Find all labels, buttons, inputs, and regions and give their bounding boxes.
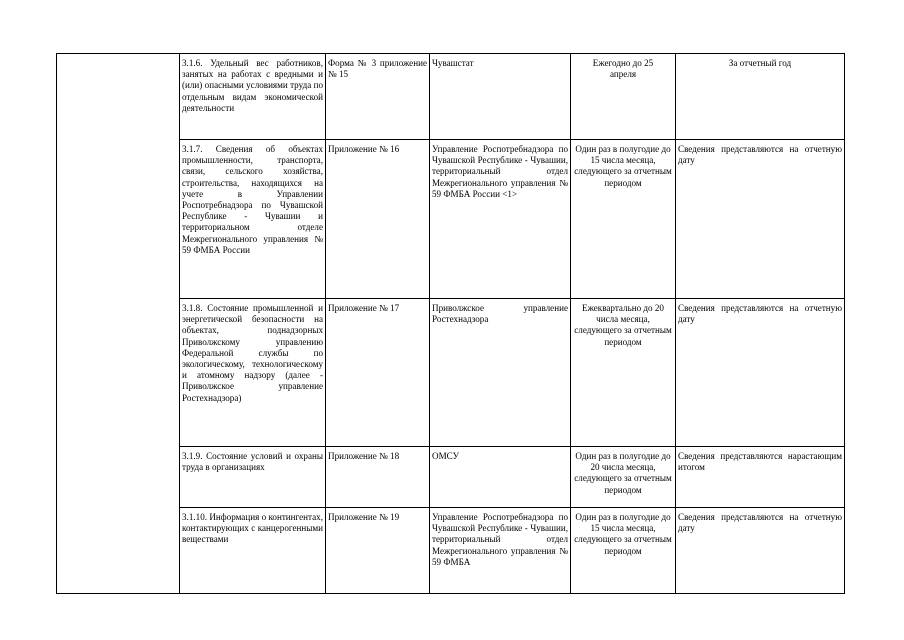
deadline-cell: Ежеквартально до 20 числа месяца, следующего за отчетным периодом (571, 299, 676, 447)
source-cell: ОМСУ (430, 447, 571, 508)
note-cell: Сведения представляются на отчетную дату (676, 140, 845, 299)
indicator-cell: 3.1.6. Удельный вес работников, занятых на работах с вредными и (или) опасными условиями труда по отдельным видам экономической деятельности (180, 54, 326, 140)
note-cell: Сведения представляются нарастающим итогом (676, 447, 845, 508)
requirements-table (56, 53, 845, 594)
empty-margin-cell (57, 54, 180, 594)
table-row (57, 54, 845, 140)
note-cell: За отчетный год (676, 54, 845, 140)
source-cell: Управление Роспотребнадзора по Чувашской Республике - Чувашии, территориальный отдел Межрегионального управления № 59 ФМБА (430, 508, 571, 594)
note-cell: Сведения представляются на отчетную дату (676, 299, 845, 447)
form-cell: Приложение № 16 (326, 140, 430, 299)
indicator-cell: 3.1.10. Информация о контингентах, контактирующих с канцерогенными веществами (180, 508, 326, 594)
indicator-cell: 3.1.9. Состояние условий и охраны труда в организациях (180, 447, 326, 508)
deadline-cell: Один раз в полугодие до 15 числа месяца, следующего за отчетным периодом (571, 508, 676, 594)
source-cell: Приволжское управление Ростехнадзора (430, 299, 571, 447)
form-cell: Приложение № 18 (326, 447, 430, 508)
deadline-cell: Ежегодно до 25 апреля (571, 54, 676, 140)
form-cell: Форма № 3 приложение № 15 (326, 54, 430, 140)
source-cell: Управление Роспотребнадзора по Чувашской Республике - Чувашии, территориальный отдел Межрегионального управления № 59 ФМБА России <1> (430, 140, 571, 299)
form-cell: Приложение № 17 (326, 299, 430, 447)
source-cell: Чувашстат (430, 54, 571, 140)
deadline-cell: Один раз в полугодие до 20 числа месяца, следующего за отчетным периодом (571, 447, 676, 508)
form-cell: Приложение № 19 (326, 508, 430, 594)
note-cell: Сведения представляются на отчетную дату (676, 508, 845, 594)
indicator-cell: 3.1.7. Сведения об объектах промышленности, транспорта, связи, сельского хозяйства, строительства, находящихся на учете в Управлении Роспотребнадзора по Чувашской Республике - Чувашии и территориальном отделе Межрегионального управления № 59 ФМБА России (180, 140, 326, 299)
deadline-cell: Один раз в полугодие до 15 числа месяца, следующего за отчетным периодом (571, 140, 676, 299)
indicator-cell: 3.1.8. Состояние промышленной и энергетической безопасности на объектах, поднадзорных Приволжскому управлению Федеральной службы по экологическому, технологическому и атомному надзору (далее - Приволжское управление Ростехнадзора) (180, 299, 326, 447)
